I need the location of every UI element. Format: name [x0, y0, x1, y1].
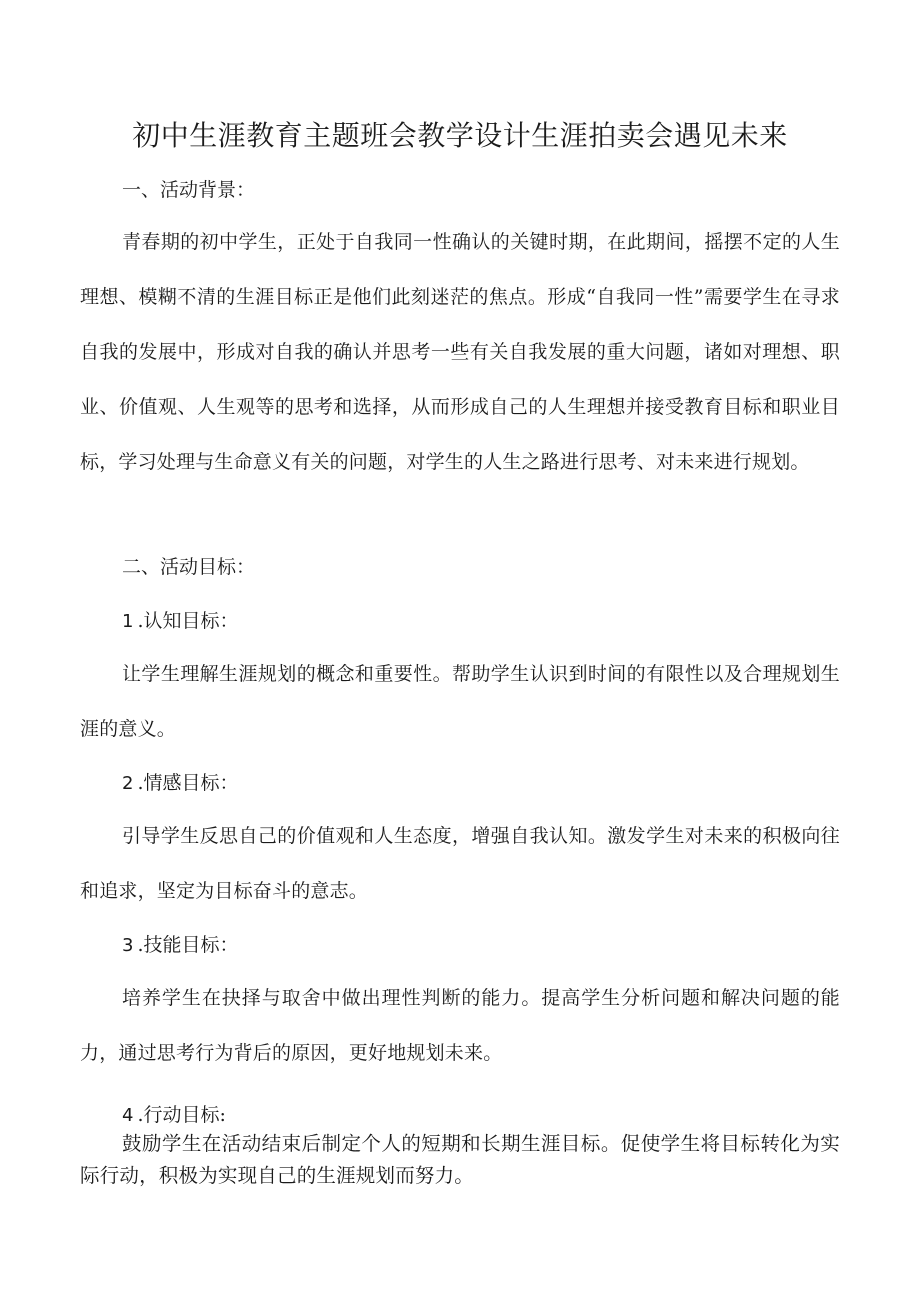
section-heading-background: 一、活动背景：: [122, 179, 256, 201]
goal-heading-emotional: [122, 769, 239, 798]
goal-label: .技能目标：: [137, 934, 239, 956]
goal-number: 1: [122, 611, 134, 632]
paragraph-goal-action: 鼓励学生在活动结束后制定个人的短期和长期生涯目标。促使学生将目标转化为实际行动，积极为实现自己的生涯规划而努力。: [80, 1132, 840, 1187]
goal-number: 3: [122, 935, 134, 956]
section-heading-goals: 二、活动目标：: [122, 556, 256, 578]
goal-heading-cognitive: [122, 607, 239, 636]
paragraph-goal-emotional: 引导学生反思自己的价值观和人生态度，增强自我认知。激发学生对未来的积极向往和追求，坚定为目标奋斗的意志。: [80, 825, 840, 902]
goal-label: .情感目标：: [137, 772, 239, 794]
paragraph-goal-skill: 培养学生在抉择与取舍中做出理性判断的能力。提高学生分析问题和解决问题的能力，通过思考行为背后的原因，更好地规划未来。: [80, 987, 840, 1064]
document-title: 初中生涯教育主题班会教学设计生涯拍卖会遇见未来: [132, 119, 788, 152]
goal-number: 2: [122, 773, 134, 794]
goal-heading-skill: [122, 931, 239, 960]
paragraph-goal-cognitive: 让学生理解生涯规划的概念和重要性。帮助学生认识到时间的有限性以及合理规划生涯的意义。: [80, 663, 840, 740]
goal-label: .行动目标:: [137, 1104, 226, 1126]
goal-heading-action: [122, 1101, 226, 1130]
paragraph-background: 青春期的初中学生，正处于自我同一性确认的关键时期，在此期间，摇摆不定的人生理想、模糊不清的生涯目标正是他们此刻迷茫的焦点。形成“自我同一性”需要学生在寻求自我的发展中，形成对自我的确认并思考一些有关自我发展的重大问题，诸如对理想、职业、价值观、人生观等的思考和选择，从而形成自己的人生理想并接受教育目标和职业目标，学习处理与生命意义有关的问题，对学生的人生之路进行思考、对未来进行规划。: [80, 231, 840, 473]
goal-label: .认知目标：: [137, 610, 239, 632]
goal-number: 4: [122, 1105, 134, 1126]
